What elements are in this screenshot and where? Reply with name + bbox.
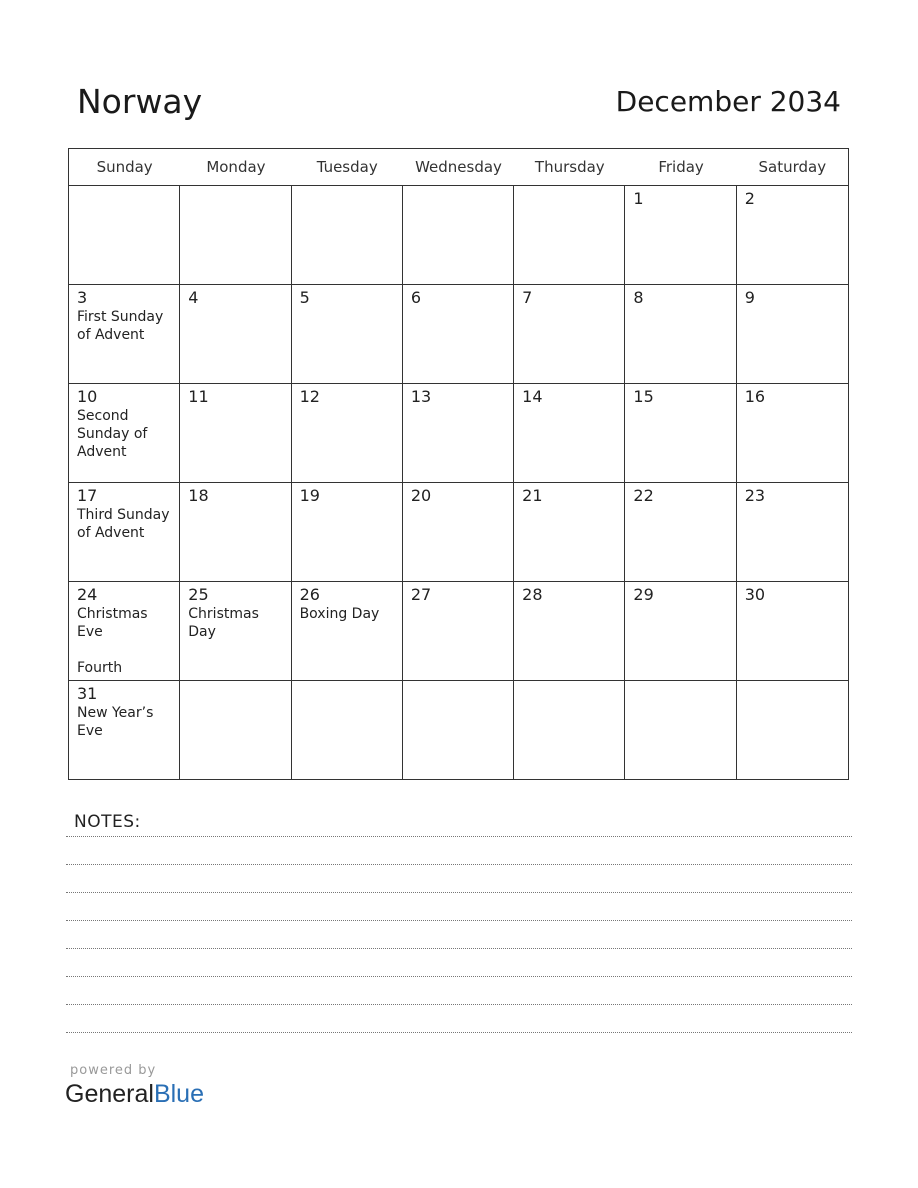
notes-label: NOTES: [74, 812, 141, 832]
weekday-header-sunday: Sunday [96, 158, 153, 176]
day-cell-empty [292, 681, 403, 779]
day-number: 28 [522, 585, 543, 604]
day-number: 7 [522, 288, 533, 307]
day-number: 5 [299, 288, 310, 307]
day-cell-empty [514, 681, 625, 779]
brand-general: General [65, 1080, 154, 1108]
day-cell-14 [514, 384, 625, 482]
weekday-header-saturday: Saturday [758, 158, 827, 176]
note-line [66, 864, 852, 865]
weekday-header-row [69, 149, 848, 186]
day-number: 17 [77, 486, 98, 505]
day-number: 22 [633, 486, 654, 505]
day-number: 1 [633, 189, 644, 208]
holiday-label: New Year’s Eve [77, 705, 154, 739]
day-cell-22 [625, 483, 736, 581]
day-number: 23 [744, 486, 766, 505]
day-cell-9 [737, 285, 848, 383]
day-number: 27 [410, 585, 432, 604]
weekday-header-wednesday: Wednesday [415, 158, 502, 176]
day-number: 13 [410, 387, 432, 406]
day-cell-2 [737, 186, 848, 284]
day-number: 15 [633, 387, 654, 406]
calendar-grid [68, 148, 849, 780]
day-cell-4 [180, 285, 291, 383]
day-number: 30 [744, 585, 766, 604]
note-line [66, 948, 852, 949]
day-cell-23 [737, 483, 848, 581]
day-number: 31 [77, 684, 98, 703]
day-cell-empty [69, 186, 180, 284]
day-cell-empty [292, 186, 403, 284]
holiday-label: Third Sunday of Advent [77, 507, 170, 541]
week-row [69, 483, 848, 582]
day-number: 9 [744, 288, 755, 307]
day-number: 21 [522, 486, 543, 505]
weekday-header-monday: Monday [206, 158, 266, 176]
day-number: 2 [744, 189, 755, 208]
day-cell-13 [403, 384, 514, 482]
day-cell-empty [514, 186, 625, 284]
day-cell-30 [737, 582, 848, 680]
week-row [69, 681, 848, 779]
note-line [66, 976, 852, 977]
note-line [66, 1032, 852, 1033]
week-row [69, 384, 848, 483]
note-line [66, 836, 852, 837]
holiday-label: Second Sunday of Advent [77, 408, 148, 460]
weekday-header-thursday: Thursday [534, 158, 605, 176]
day-cell-21 [514, 483, 625, 581]
day-cell-empty [403, 681, 514, 779]
day-number: 25 [188, 585, 209, 604]
powered-by-text: powered by [70, 1063, 157, 1078]
day-number: 19 [299, 486, 320, 505]
day-cell-empty [737, 681, 848, 779]
day-number: 8 [633, 288, 644, 307]
day-cell-12 [292, 384, 403, 482]
day-cell-17 [69, 483, 180, 581]
day-cell-28 [514, 582, 625, 680]
day-number: 12 [299, 387, 320, 406]
week-row [69, 186, 848, 285]
note-line [66, 920, 852, 921]
weekday-header-tuesday: Tuesday [316, 158, 378, 176]
day-cell-empty [403, 186, 514, 284]
brand-blue: Blue [153, 1080, 204, 1108]
day-number: 20 [410, 486, 432, 505]
day-number: 24 [77, 585, 98, 604]
day-cell-empty [625, 681, 736, 779]
day-cell-11 [180, 384, 291, 482]
day-number: 16 [744, 387, 766, 406]
day-cell-31 [69, 681, 180, 779]
day-number: 29 [633, 585, 654, 604]
day-cell-7 [514, 285, 625, 383]
day-cell-5 [292, 285, 403, 383]
note-line [66, 1004, 852, 1005]
day-number: 3 [77, 288, 88, 307]
day-number: 11 [188, 387, 209, 406]
country-title: Norway [77, 82, 203, 121]
day-cell-8 [625, 285, 736, 383]
holiday-label: Fourth [77, 660, 123, 676]
day-cell-26 [292, 582, 403, 680]
day-cell-25 [180, 582, 291, 680]
day-cell-empty [180, 186, 291, 284]
day-cell-19 [292, 483, 403, 581]
weekday-header-friday: Friday [658, 158, 704, 176]
holiday-label: First Sunday of Advent [77, 309, 164, 343]
day-cell-18 [180, 483, 291, 581]
day-number: 4 [188, 288, 199, 307]
holiday-label: Boxing Day [299, 606, 380, 622]
generalblue-logo [65, 1080, 204, 1109]
day-cell-empty [180, 681, 291, 779]
day-cell-6 [403, 285, 514, 383]
day-cell-1 [625, 186, 736, 284]
day-number: 18 [188, 486, 209, 505]
holiday-label: Christmas Day [188, 606, 259, 640]
day-number: 6 [410, 288, 422, 307]
day-cell-20 [403, 483, 514, 581]
holiday-label: Christmas Eve [77, 606, 148, 640]
day-cell-10 [69, 384, 180, 482]
day-cell-24 [69, 582, 180, 680]
day-cell-16 [737, 384, 848, 482]
note-line [66, 892, 852, 893]
day-cell-15 [625, 384, 736, 482]
day-number: 26 [299, 585, 320, 604]
day-number: 10 [77, 387, 98, 406]
day-cell-27 [403, 582, 514, 680]
week-row [69, 582, 848, 681]
month-year-title: December 2034 [615, 85, 841, 118]
day-number: 14 [522, 387, 543, 406]
day-cell-29 [625, 582, 736, 680]
week-row [69, 285, 848, 384]
day-cell-3 [69, 285, 180, 383]
